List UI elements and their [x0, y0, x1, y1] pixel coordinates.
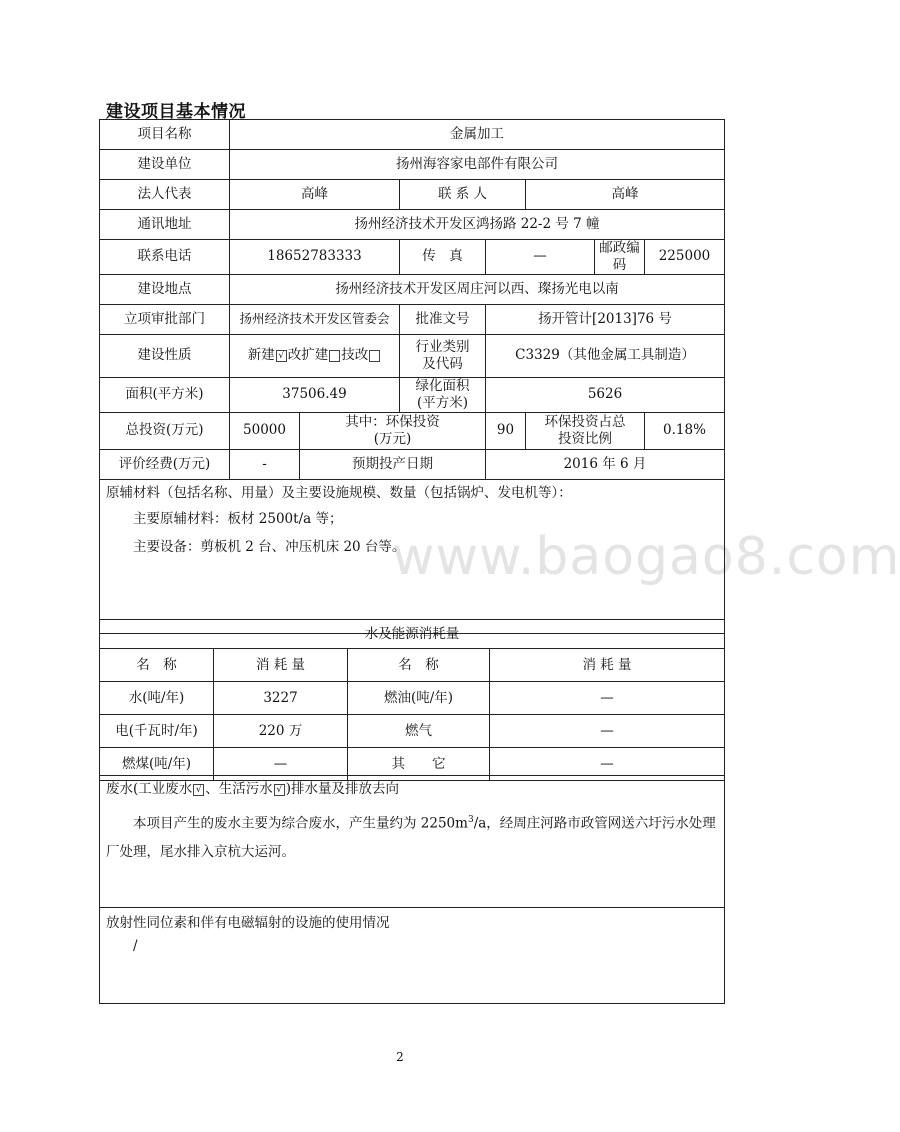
radiation-text: /	[133, 938, 138, 954]
energy-item: 燃煤(吨/年)	[100, 748, 214, 781]
nature-ext-check	[329, 350, 340, 362]
energy-col-use-1: 消 耗 量	[214, 649, 348, 682]
energy-value: —	[214, 748, 348, 781]
eval-fee-value: -	[230, 449, 300, 479]
energy-item: 燃气	[348, 715, 490, 748]
env-invest-label	[300, 412, 486, 449]
industry-label-line2: 及代码	[422, 355, 463, 372]
energy-item: 燃油(吨/年)	[348, 682, 490, 715]
materials-cell	[100, 479, 725, 633]
nature-value	[230, 334, 400, 377]
materials-line2: 主要设备：剪板机 2 台、冲压机床 20 台等。	[133, 538, 406, 555]
nature-new-check: √	[276, 350, 287, 362]
contact-value: 高峰	[526, 180, 725, 210]
domestic-wastewater-check: √	[274, 784, 285, 796]
nature-label: 建设性质	[100, 334, 230, 377]
unit-label: 建设单位	[100, 150, 230, 180]
approval-dept-value: 扬州经济技术开发区管委会	[230, 304, 400, 334]
env-ratio-label-line2: 投资比例	[558, 430, 612, 447]
wastewater-heading-a: 废水(工业废水	[106, 781, 193, 797]
green-label-line2: (平方米)	[416, 394, 469, 411]
env-invest-label-line2: (万元)	[373, 430, 412, 447]
industry-label	[400, 334, 486, 377]
site-label: 建设地点	[100, 274, 230, 304]
legal-value: 高峰	[230, 180, 400, 210]
area-label: 面积(平方米)	[100, 377, 230, 412]
energy-item: 其 它	[348, 748, 490, 781]
env-ratio-value: 0.18%	[645, 412, 725, 449]
start-date-value: 2016 年 6 月	[486, 449, 725, 479]
wastewater-text	[106, 806, 718, 866]
radiation-heading: 放射性同位素和伴有电磁辐射的设施的使用情况	[106, 915, 390, 931]
green-value: 5626	[486, 377, 725, 412]
energy-value: 3227	[214, 682, 348, 715]
wastewater-cell	[100, 776, 725, 908]
page-title: 建设项目基本情况	[106, 102, 246, 122]
energy-value: —	[490, 682, 725, 715]
industry-value: C3329（其他金属工具制造）	[486, 334, 725, 377]
approval-no-label: 批准文号	[400, 304, 486, 334]
green-label-line1: 绿化面积	[415, 377, 470, 394]
wastewater-heading	[106, 778, 718, 800]
phone-value: 18652783333	[230, 240, 400, 275]
discharge-table	[99, 775, 725, 1004]
energy-col-name-2: 名 称	[348, 649, 490, 682]
nature-new: 新建	[247, 347, 275, 364]
unit-value: 扬州海容家电部件有限公司	[230, 150, 725, 180]
site-value: 扬州经济技术开发区周庄河以西、璨扬光电以南	[230, 274, 725, 304]
nature-ext: 改扩建	[287, 347, 329, 364]
contact-label: 联 系 人	[400, 180, 526, 210]
energy-value: 220 万	[214, 715, 348, 748]
phone-label: 联系电话	[100, 240, 230, 275]
start-date-label: 预期投产日期	[300, 449, 486, 479]
eval-fee-label: 评价经费(万元)	[100, 449, 230, 479]
energy-value: —	[490, 715, 725, 748]
nature-tech: 技改	[341, 347, 369, 364]
legal-label: 法人代表	[100, 180, 230, 210]
wastewater-heading-c: )排水量及排放去向	[285, 781, 400, 797]
zip-label: 邮政编码	[595, 240, 645, 275]
watermark: www.baogao8.com	[392, 527, 900, 587]
wastewater-text-a: 本项目产生的废水主要为综合废水，产生量约为 2250m	[133, 815, 468, 832]
nature-tech-check	[369, 350, 380, 362]
invest-label: 总投资(万元)	[100, 412, 230, 449]
wastewater-text-sup: 3	[467, 815, 474, 825]
project-name: 金属加工	[230, 120, 725, 150]
address-value: 扬州经济技术开发区鸿扬路 22-2 号 7 幢	[230, 210, 725, 240]
materials-line1: 主要原辅材料：板材 2500t/a 等；	[133, 510, 343, 527]
wastewater-heading-b: 、生活污水	[205, 781, 273, 797]
energy-col-name-1: 名 称	[100, 649, 214, 682]
approval-dept-label: 立项审批部门	[100, 304, 230, 334]
env-ratio-label-line1: 环保投资占总	[544, 413, 626, 430]
industrial-wastewater-check: √	[193, 784, 204, 796]
industry-label-line1: 行业类别	[415, 338, 470, 355]
energy-item: 电(千瓦时/年)	[100, 715, 214, 748]
energy-item: 水(吨/年)	[100, 682, 214, 715]
project-name-label: 项目名称	[100, 120, 230, 150]
energy-heading: 水及能源消耗量	[100, 620, 725, 649]
fax-label: 传 真	[400, 240, 486, 275]
energy-row	[100, 682, 725, 715]
energy-table	[99, 619, 725, 781]
energy-row	[100, 715, 725, 748]
approval-no-value: 扬开管计[2013]76 号	[486, 304, 725, 334]
page-number: 2	[396, 1050, 404, 1064]
wastewater-text-b: /a，经周庄河路市政管网送六圩污水处理厂处理，尾水排入京杭大运河。	[106, 815, 716, 860]
fax-value: —	[486, 240, 595, 275]
green-label	[400, 377, 486, 412]
materials-heading: 原辅材料（包括名称、用量）及主要设施规模、数量（包括锅炉、发电机等）：	[106, 484, 572, 501]
zip-value: 225000	[645, 240, 725, 275]
area-value: 37506.49	[230, 377, 400, 412]
project-info-table	[99, 119, 725, 634]
env-ratio-label	[526, 412, 645, 449]
env-invest-label-line1: 其中：环保投资	[345, 413, 440, 430]
energy-col-use-2: 消 耗 量	[490, 649, 725, 682]
invest-value: 50000	[230, 412, 300, 449]
energy-value: —	[490, 748, 725, 781]
address-label: 通讯地址	[100, 210, 230, 240]
radiation-cell	[100, 908, 725, 1004]
env-invest-value: 90	[486, 412, 526, 449]
